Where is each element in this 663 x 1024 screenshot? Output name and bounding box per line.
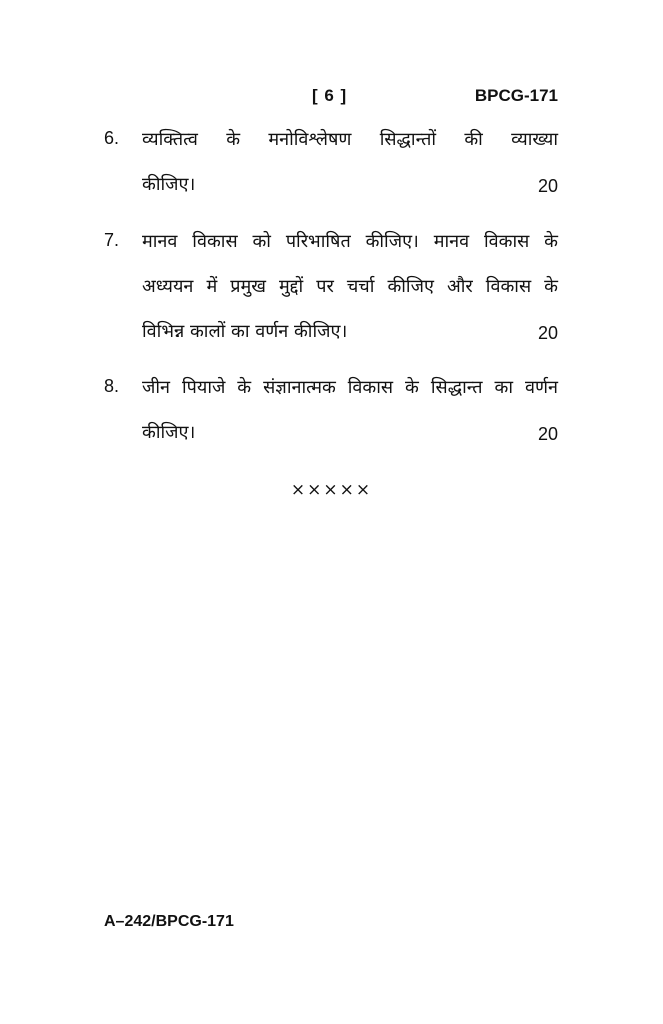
footer-code: A–242/BPCG-171 — [104, 913, 234, 930]
question-marks: 20 — [537, 424, 558, 444]
end-of-paper-mark: ××××× — [290, 480, 373, 500]
question-text-line: कीजिए। — [142, 174, 196, 195]
question-text-line: अध्ययन में प्रमुख मुद्दों पर चर्चा कीजिए और विकास के — [142, 276, 558, 297]
question-marks: 20 — [537, 176, 558, 196]
question-number: 7. — [104, 230, 120, 250]
question-text-line: विभिन्न कालों का वर्णन कीजिए। — [142, 321, 348, 342]
page-number: [ 6 ] — [312, 86, 348, 105]
question-text-line: मानव विकास को परिभाषित कीजिए। मानव विकास के — [142, 231, 558, 252]
question-text-line: कीजिए। — [142, 422, 196, 443]
question-text-line: व्यक्तित्व के मनोविश्लेषण सिद्धान्तों की व्याख्या — [142, 129, 558, 150]
question-8 — [104, 376, 558, 446]
question-number: 8. — [104, 376, 120, 396]
question-number: 6. — [104, 128, 120, 148]
question-7 — [104, 230, 558, 345]
paper-code: BPCG-171 — [474, 86, 558, 105]
question-6 — [104, 128, 558, 198]
question-text-line: जीन पियाजे के संज्ञानात्मक विकास के सिद्धान्त का वर्णन — [142, 377, 558, 398]
question-marks: 20 — [537, 323, 558, 343]
